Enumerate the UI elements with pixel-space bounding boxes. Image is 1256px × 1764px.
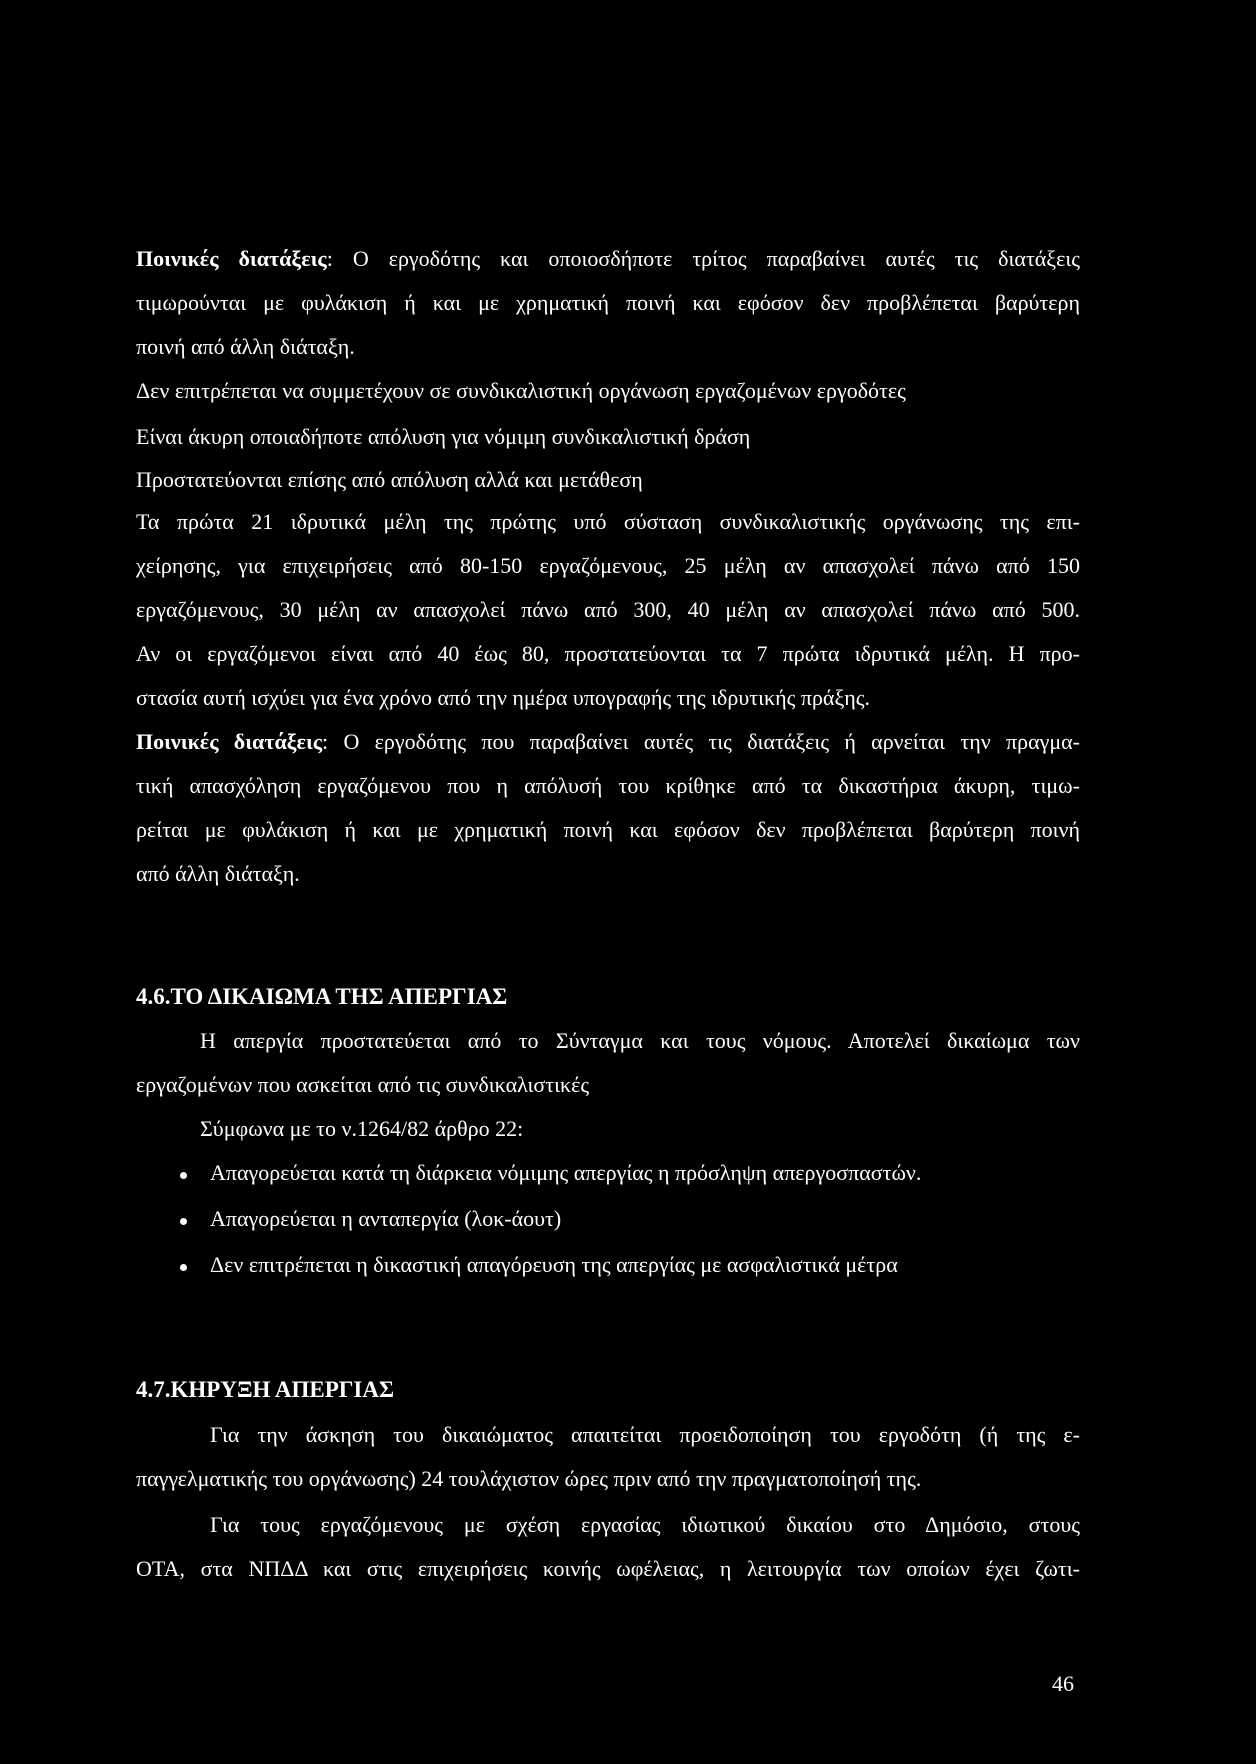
penal-provisions-text: : Ο εργοδότης που παραβαίνει αυτές τις διατάξεις ή αρνείται την πραγμα-	[322, 729, 1080, 754]
penal-provisions-text: : Ο εργοδότης και οποιοσδήποτε τρίτος παραβαίνει αυτές τις διατάξεις	[326, 246, 1080, 271]
paragraph-line: Είναι άκυρη οποιαδήποτε απόλυση για νόμιμη συνδικαλιστική δράση	[136, 424, 751, 449]
paragraph-line: στασία αυτή ισχύει για ένα χρόνο από την ημέρα υπογραφής της ιδρυτικής πράξης.	[136, 685, 870, 710]
penal-provisions-label: Ποινικές διατάξεις	[136, 729, 323, 754]
penal-provisions-line-1	[136, 246, 1080, 272]
paragraph-line: Τα πρώτα 21 ιδρυτικά μέλη της πρώτης υπό σύσταση συνδικαλιστικής οργάνωσης της επι-	[136, 509, 1080, 534]
paragraph-line: Για τους εργαζόμενους με σχέση εργασίας ιδιωτικού δικαίου στο Δημόσιο, στους	[210, 1512, 1080, 1537]
section-heading-strike-declaration: 4.7.ΚΗΡΥΞΗ ΑΠΕΡΓΙΑΣ	[136, 1377, 395, 1402]
paragraph-line: Προστατεύονται επίσης από απόλυση αλλά και μετάθεση	[136, 467, 643, 492]
list-item: Δεν επιτρέπεται η δικαστική απαγόρευση της απεργίας με ασφαλιστικά μέτρα	[210, 1252, 898, 1277]
section-heading-strike-right: 4.6.ΤΟ ΔΙΚΑΙΩΜΑ ΤΗΣ ΑΠΕΡΓΙΑΣ	[136, 984, 508, 1009]
paragraph-line: Αν οι εργαζόμενοι είναι από 40 έως 80, προστατεύονται τα 7 πρώτα ιδρυτικά μέλη. Η προ-	[136, 641, 1080, 666]
law-reference: Σύμφωνα με το ν.1264/82 άρθρο 22:	[200, 1116, 524, 1141]
page-number: 46	[1052, 1671, 1074, 1696]
penal-provisions-line-2	[136, 729, 1080, 755]
paragraph-line: χείρησης, για επιχειρήσεις από 80-150 εργαζόμενους, 25 μέλη αν απασχολεί πάνω από 150	[136, 553, 1080, 578]
list-item: Απαγορεύεται η ανταπεργία (λοκ-άουτ)	[210, 1206, 562, 1231]
list-item: Απαγορεύεται κατά τη διάρκεια νόμιμης απεργίας η πρόσληψη απεργοσπαστών.	[210, 1160, 922, 1185]
paragraph-line: ρείται με φυλάκιση ή και με χρηματική ποινή και εφόσον δεν προβλέπεται βαρύτερη ποινή	[136, 817, 1080, 842]
paragraph-line: τική απασχόληση εργαζόμενου που η απόλυσή του κρίθηκε από τα δικαστήρια άκυρη, τιμω-	[136, 773, 1080, 798]
paragraph-line: Δεν επιτρέπεται να συμμετέχουν σε συνδικαλιστική οργάνωση εργαζομένων εργοδότες	[136, 378, 906, 403]
paragraph-line: παγγελματικής του οργάνωσης) 24 τουλάχιστον ώρες πριν από την πραγματοποίησή της.	[136, 1466, 922, 1491]
paragraph-line: Η απεργία προστατεύεται από το Σύνταγμα και τους νόμους. Αποτελεί δικαίωμα των	[200, 1028, 1080, 1053]
paragraph-line: ποινή από άλλη διάταξη.	[136, 334, 355, 359]
paragraph-line: εργαζομένων που ασκείται από τις συνδικαλιστικές	[136, 1072, 590, 1097]
paragraph-line: από άλλη διάταξη.	[136, 861, 300, 886]
paragraph-line: εργαζόμενους, 30 μέλη αν απασχολεί πάνω από 300, 40 μέλη αν απασχολεί πάνω από 500.	[136, 597, 1080, 622]
paragraph-line: Για την άσκηση του δικαιώματος απαιτείται προειδοποίηση του εργοδότη (ή της ε-	[210, 1422, 1080, 1447]
paragraph-line: ΟΤΑ, στα ΝΠΔΔ και στις επιχειρήσεις κοινής ωφέλειας, η λειτουργία των οποίων έχει ζωτι-	[136, 1556, 1080, 1581]
penal-provisions-label: Ποινικές διατάξεις	[136, 246, 327, 271]
paragraph-line: τιμωρούνται με φυλάκιση ή και με χρηματική ποινή και εφόσον δεν προβλέπεται βαρύτερη	[136, 290, 1080, 315]
